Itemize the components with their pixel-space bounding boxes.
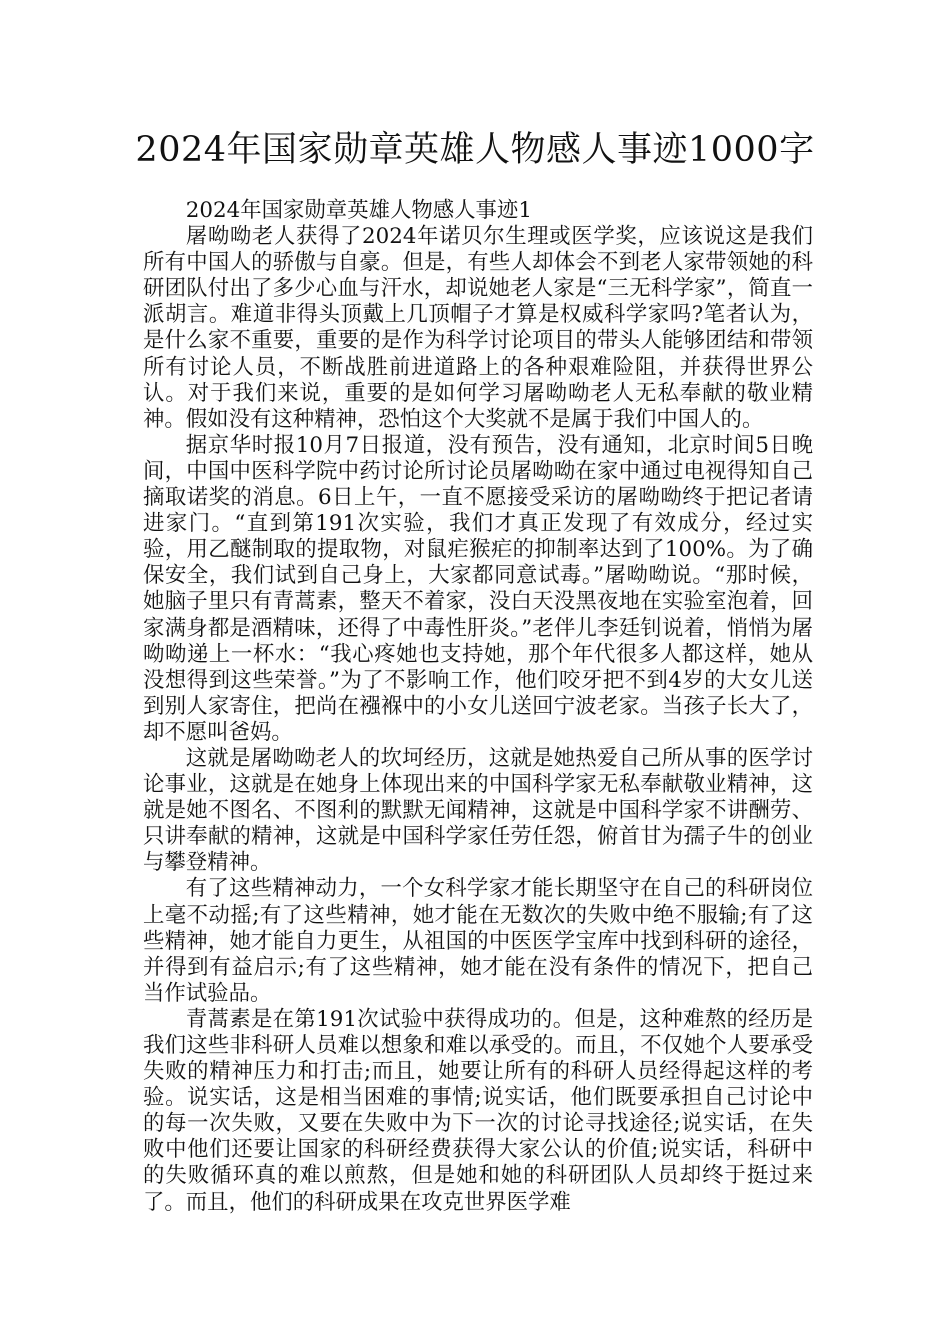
document-title: 2024年国家勋章英雄人物感人事迹1000字 [135, 130, 815, 170]
body-paragraph-3: 这就是屠呦呦老人的坎坷经历，这就是她热爱自己所从事的医学讨论事业，这就是在她身上体现出来的中国科学家无私奉献敬业精神，这就是她不图名、不图利的默默无闻精神，这就是中国科学家不讲酬劳、只讲奉献的精神，这就是中国科学家任劳任怨，俯首甘为孺子牛的创业与攀登精神。 [143, 745, 813, 876]
body-paragraph-5: 青蒿素是在第191次试验中获得成功的。但是，这种难熬的经历是我们这些非科研人员难以想象和难以承受的。而且，不仅她个人要承受失败的精神压力和打击;而且，她要让所有的科研人员经得起这样的考验。说实话，这是相当困难的事情;说实话，他们既要承担自己讨论中的每一次失败，又要在失败中为下一次的讨论寻找途径;说实话，在失败中他们还要让国家的科研经费获得大家公认的价值;说实话，科研中的失败循环真的难以煎熬，但是她和她的科研团队人员却终于挺过来了。而且，他们的科研成果在攻克世界医学难 [143, 1006, 813, 1215]
section-subheading: 2024年国家勋章英雄人物感人事迹1 [185, 198, 532, 223]
body-paragraph-4: 有了这些精神动力，一个女科学家才能长期坚守在自己的科研岗位上毫不动摇;有了这些精神，她才能在无数次的失败中绝不服输;有了这些精神，她才能自力更生，从祖国的中医医学宝库中找到科研的途径，并得到有益启示;有了这些精神，她才能在没有条件的情况下，把自己当作试验品。 [143, 876, 813, 1006]
body-paragraph-1: 屠呦呦老人获得了2024年诺贝尔生理或医学奖，应该说这是我们所有中国人的骄傲与自豪。但是，有些人却体会不到老人家带领她的科研团队付出了多少心血与汗水，却说她老人家是“三无科学家”，简直一派胡言。难道非得头顶戴上几顶帽子才算是权威科学家吗?笔者认为，是什么家不重要，重要的是作为科学讨论项目的带头人能够团结和带领所有讨论人员，不断战胜前进道路上的各种艰难险阻，并获得世界公认。对于我们来说，重要的是如何学习屠呦呦老人无私奉献的敬业精神。假如没有这种精神，恐怕这个大奖就不是属于我们中国人的。 [143, 224, 813, 432]
document-body [143, 198, 813, 1216]
body-paragraph-2: 据京华时报10月7日报道，没有预告，没有通知，北京时间5日晚间，中国中医科学院中药讨论所讨论员屠呦呦在家中通过电视得知自己摘取诺奖的消息。6日上午，一直不愿接受采访的屠呦呦终于把记者请进家门。“直到第191次实验，我们才真正发现了有效成分，经过实验，用乙醚制取的提取物，对鼠疟猴疟的抑制率达到了100%。为了确保安全，我们试到自己身上，大家都同意试毒。”屠呦呦说。“那时候，她脑子里只有青蒿素，整天不着家，没白天没黑夜地在实验室泡着，回家满身都是酒精味，还得了中毒性肝炎。”老伴儿李廷钊说着，悄悄为屠呦呦递上一杯水：“我心疼她也支持她，那个年代很多人都这样，她从没想得到这些荣誉。”为了不影响工作，他们咬牙把不到4岁的大女儿送到别人家寄住，把尚在襁褓中的小女儿送回宁波老家。当孩子长大了，却不愿叫爸妈。 [143, 432, 813, 745]
